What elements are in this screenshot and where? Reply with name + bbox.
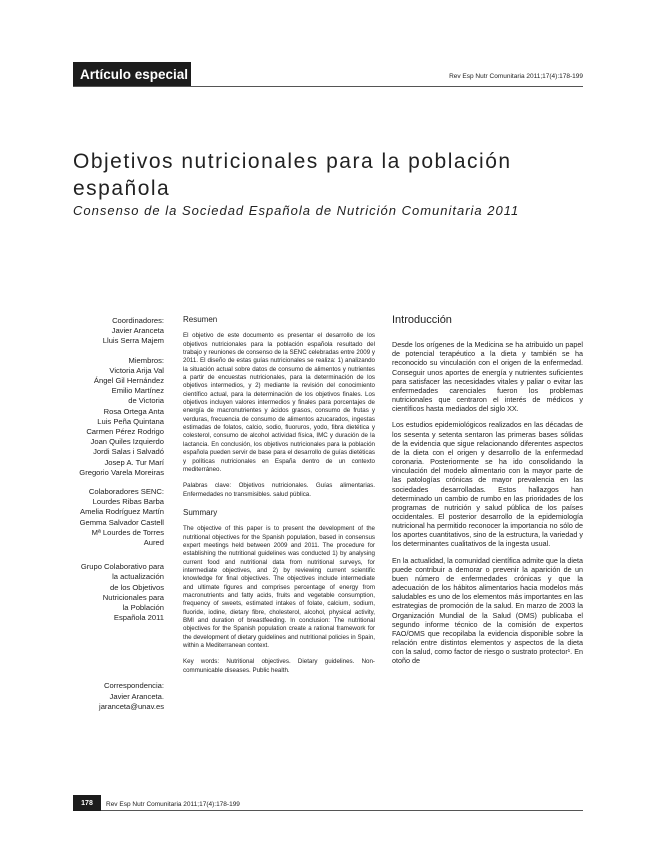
member-name: Luis Peña Quintana bbox=[97, 416, 164, 426]
collaborator-name: Lourdes Ribas Barba bbox=[92, 497, 164, 507]
member-name: Josep A. Tur Marí bbox=[104, 457, 164, 467]
coordinators-label: Coordinadores: bbox=[112, 316, 164, 325]
resumen-body: El objetivo de este documento es presentar el desarrollo de los objetivos nutricionales para la población española resultado del trabajo y reuniones de consenso de la SENC celebradas entre 2009 y 2011. El diseño de estas guías nutricionales se realiza: 1) analizando la situación actual sobre datos de consumo de alimentos y nutrientes a partir de encuestas nutricionales, para la determinación de los objetivos intermedios, y 2) mediante la revisión del conocimiento científico actual, para la determinación de los objetivos finales. Los objetivos incluyen valores intermedios y finales para porcentajes de energía de macronutrientes y ácidos grasos, consumo de frutas y verduras, frecuencia de consumo de alimentos azucarados, ingestas estimadas de folatos, calcio, sodio, fluoruros, yodo, fibra dietética y colesterol, consumo de alcohol actividad física, IMC y duración de la lactancia. En conclusión, los objetivos nutricionales para la población española pueden servir de base para el desarrollo de guías dietéticas y políticas nutricionales en España dentro de un contexto mediterráneo. bbox=[183, 332, 375, 473]
group-line: la actualización bbox=[112, 572, 164, 582]
collaborator-name: Amelia Rodríguez Martín bbox=[80, 507, 164, 517]
group-line: Nutricionales para bbox=[102, 592, 164, 602]
collaborator-name: Aured bbox=[143, 538, 164, 548]
intro-heading: Introducción bbox=[392, 314, 452, 326]
member-name: Gregorio Varela Moreiras bbox=[79, 467, 164, 477]
collaborators-label: Colaboradores SENC: bbox=[88, 487, 164, 497]
journal-reference-footer: Rev Esp Nutr Comunitaria 2011;17(4):178-199 bbox=[106, 801, 240, 808]
section-badge: Artículo especial bbox=[73, 62, 191, 86]
resumen-heading: Resumen bbox=[183, 315, 218, 324]
intro-paragraph-1: Desde los orígenes de la Medicina se ha atribuido un papel de potencial terapéutico a la dieta y también se ha reconocido su vinculación con el origen de la enfermedad. Conseguir unos aportes de energía y nutrientes suficientes para satisfacer las necesidades vitales y paliar o evitar las enfermedades carenciales fueron los problemas nutricionales que centraron el interés de médicos y científicos hasta mediados del siglo XX. bbox=[392, 340, 583, 414]
correspondence-email[interactable]: jaranceta@unav.es bbox=[99, 701, 164, 711]
introduction-column bbox=[392, 316, 583, 672]
authors-column bbox=[66, 316, 164, 721]
member-name: Rosa Ortega Anta bbox=[103, 406, 164, 416]
journal-reference-header: Rev Esp Nutr Comunitaria 2011;17(4):178-199 bbox=[449, 73, 583, 80]
group-line: Española 2011 bbox=[113, 613, 164, 623]
correspondence-label: Correspondencia: bbox=[104, 681, 164, 691]
article-title: Objetivos nutricionales para la población española bbox=[73, 150, 512, 200]
correspondence-name: Javier Aranceta. bbox=[109, 691, 164, 701]
member-name: de Victoria bbox=[128, 396, 164, 406]
article-subtitle: Consenso de la Sociedad Española de Nutrición Comunitaria 2011 bbox=[73, 203, 520, 218]
coordinator-name: Lluis Serra Majem bbox=[102, 336, 164, 346]
collaborator-name: Mª Lourdes de Torres bbox=[91, 527, 164, 537]
coordinator-name: Javier Aranceta bbox=[111, 326, 164, 336]
summary-keywords: Key words: Nutritional objectives. Dietary guidelines. Non-communicable diseases. Public health. bbox=[183, 658, 375, 674]
summary-body: The objective of this paper is to present the development of the nutritional objectives for the Spanish population, based in consensus expert meetings held between 2009 and 2011. The procedure for establishing the nutritional guidelines was conducted 1) by analysing current food and nutritional data from nutritional surveys, for intermediate objectives, and 2) by reviewing current scientific knowledge for final objectives. The objectives include intermediate and ultimate figures and comprises percentage of energy from macronutrients and fatty acids, fruits and vegetable consumption, frequency of sweets, estimated intakes of folate, calcium, sodium, fluoride, iodine, dietary fibre, cholesterol, alcohol, physical activity, BMI and duration of breastfeeding. In conclusion: The nutritional objectives for the Spanish population create a rational framework for the development of dietary guidelines and nutritional policies in Spain, within a Mediterranean context. bbox=[183, 525, 375, 650]
member-name: Victoria Arija Val bbox=[109, 365, 164, 375]
collaborator-name: Gemma Salvador Castell bbox=[79, 517, 164, 527]
resumen-keywords: Palabras clave: Objetivos nutricionales. Guías alimentarias. Enfermedades no transmisibles. salud pública. bbox=[183, 482, 375, 498]
member-name: Jordi Salas i Salvadó bbox=[93, 447, 164, 457]
intro-paragraph-2: Los estudios epidemiológicos realizados en las décadas de los sesenta y setenta sentaron las primeras bases sólidas de la evidencia que sigue relacionando diferentes aspectos de la dieta con el origen y desarrollo de la enfermedad coronaria. Posteriormente se ha ido consolidando la vinculación del modelo alimentario con la mayor parte de las patologías crónicas de mayor prevalencia en las sociedades desarrolladas. Estos hallazgos han determinado un cambio de rumbo en las prioridades de los programas de nutrición y salud pública de los países occidentales. El posterior desarrollo de la epidemiología nutricional ha permitido reconocer la importancia no sólo de los aportes cuantitativos, sino de la estructura, la variedad y los determinantes cualitativos de la ingesta usual. bbox=[392, 420, 583, 549]
member-name: Joan Quiles Izquierdo bbox=[90, 437, 164, 447]
member-name: Ángel Gil Hernández bbox=[93, 376, 164, 386]
summary-heading: Summary bbox=[183, 507, 218, 517]
intro-paragraph-3: En la actualidad, la comunidad científica admite que la dieta puede contribuir a demorar o prevenir la aparición de un buen número de enfermedades crónicas y que la adecuación de los hábitos alimentarios hacia modelos más saludables es uno de los elementos más importantes en las estrategias de promoción de la salud. En marzo de 2003 la Organización Mundial de la Salud (OMS) publicaba el segundo informe técnico de la comisión de expertos FAO/OMS que recopilaba la evidencia disponible sobre la relación entre distintos elementos y aspectos de la dieta con la salud, como factor de riesgo o sustrato protector¹. En otoño de bbox=[392, 555, 583, 666]
group-line: la Población bbox=[122, 603, 164, 613]
member-name: Carmen Pérez Rodrigo bbox=[86, 427, 164, 437]
group-line: de los Objetivos bbox=[109, 582, 164, 592]
group-line: Grupo Colaborativo para bbox=[80, 562, 164, 572]
abstract-column bbox=[183, 316, 375, 683]
members-label: Miembros: bbox=[128, 355, 164, 365]
page-number: 178 bbox=[73, 795, 101, 811]
header-rule bbox=[73, 86, 583, 87]
member-name: Emilio Martínez bbox=[111, 386, 164, 396]
footer-rule bbox=[73, 810, 583, 811]
